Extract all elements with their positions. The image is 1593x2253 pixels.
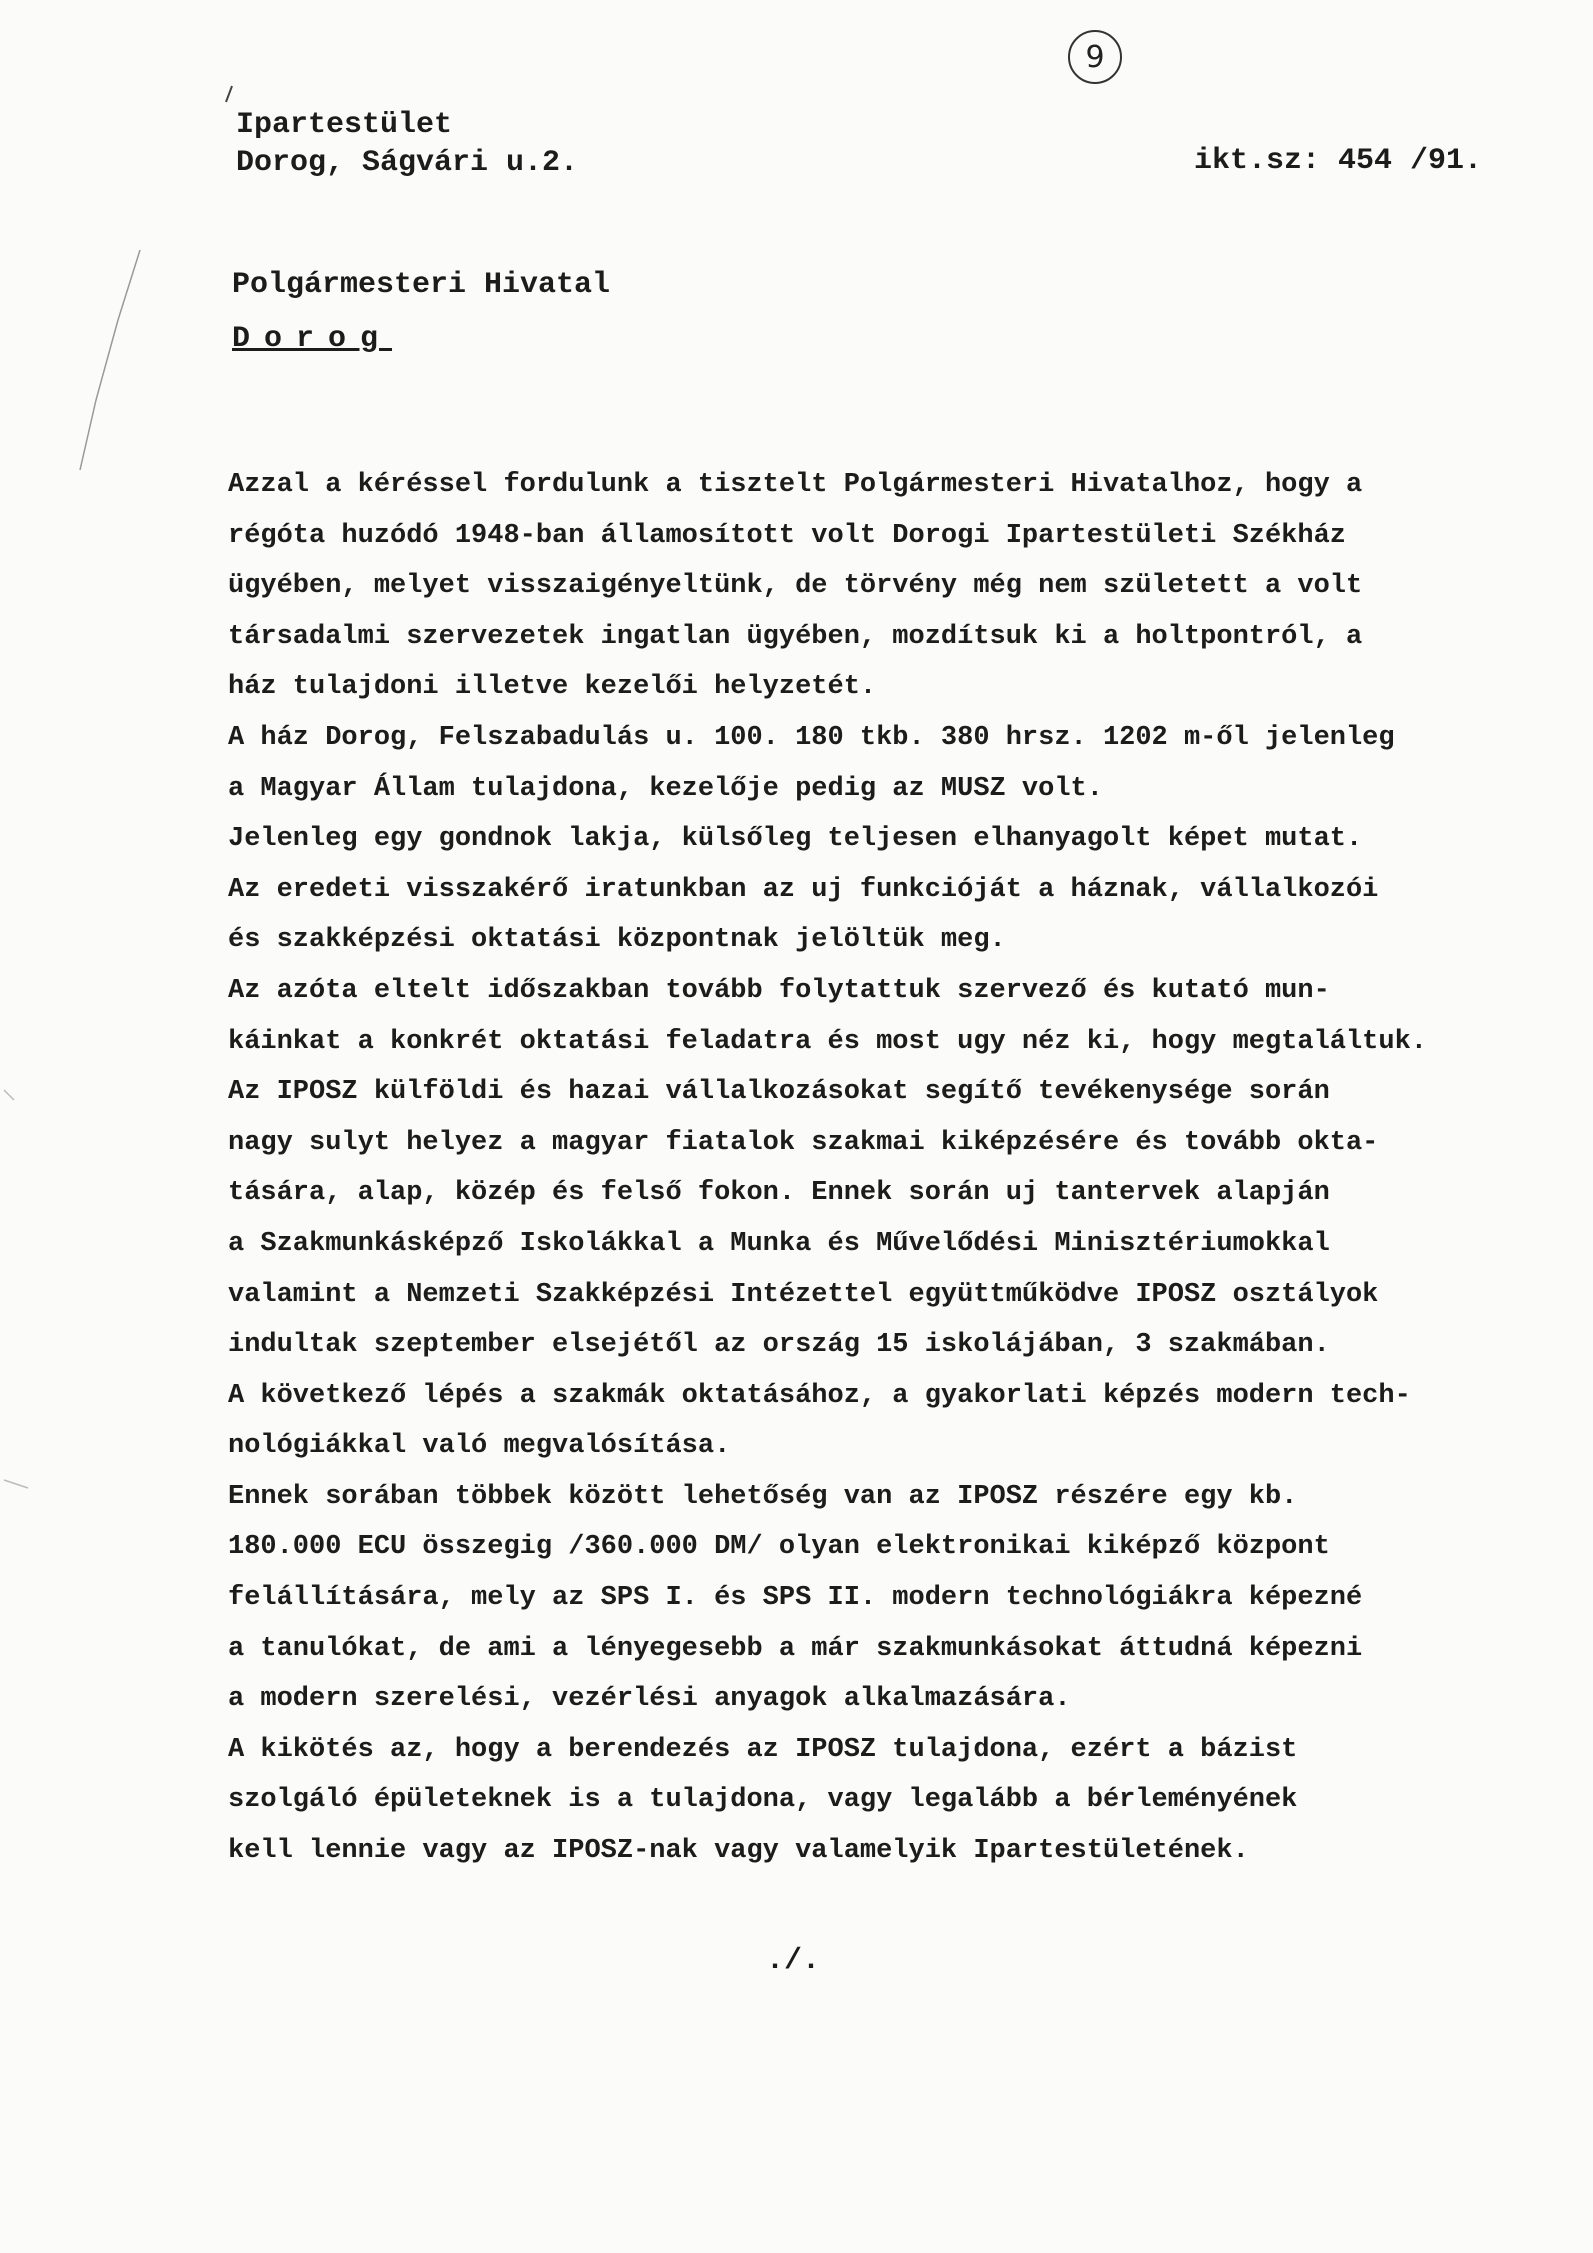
body-line: tására, alap, közép és felső fokon. Ennek során uj tantervek alapján [228,1178,1330,1209]
addressee-name: Polgármesteri Hivatal [232,268,611,302]
body-line: Ennek sorában többek között lehetőség van az IPOSZ részére egy kb. [228,1481,1298,1512]
body-line: Azzal a kéréssel fordulunk a tisztelt Polgármesteri Hivatalhoz, hogy a [228,470,1363,500]
body-line: Az IPOSZ külföldi és hazai vállalkozásokat segítő tevékenysége során [228,1077,1330,1108]
body-line: valamint a Nemzeti Szakképzési Intézettel együttműködve IPOSZ osztályok [228,1279,1379,1310]
body-line: a Magyar Állam tulajdona, kezelője pedig az MUSZ volt. [228,773,1103,804]
body-line: a modern szerelési, vezérlési anyagok alkalmazására. [228,1684,1071,1715]
body-line: társadalmi szervezetek ingatlan ügyében, mozdítsuk ki a holtpontról, a [228,621,1363,652]
body-line: felállítására, mely az SPS I. és SPS II. modern technológiákra képezné [228,1583,1363,1614]
body-line: Az eredeti visszakérő iratunkban az uj funkcióját a háznak, vállalkozói [228,874,1379,905]
body-line: A ház Dorog, Felszabadulás u. 100. 180 tkb. 380 hrsz. 1202 m-ől jelenleg [228,722,1395,753]
body-line: 180.000 ECU összegig /360.000 DM/ olyan elektronikai kiképző központ [228,1532,1330,1563]
sender-name: Ipartestület [236,108,453,142]
body-line: régóta huzódó 1948-ban államosított volt Dorogi Ipartestületi Székház [228,520,1346,551]
addressee-city: Dorog [232,322,393,356]
body-line: szolgáló épületeknek is a tulajdona, vagy legalább a bérleményének [228,1785,1298,1816]
letter-body [228,460,1518,1877]
body-line: a Szakmunkásképző Iskolákkal a Munka és Művelődési Minisztériumokkal [228,1228,1330,1259]
body-line: Az azóta eltelt időszakban tovább folytattuk szervező és kutató mun- [228,975,1330,1006]
body-line: nagy sulyt helyez a magyar fiatalok szakmai kiképzésére és tovább okta- [228,1127,1379,1158]
body-line: a tanulókat, de ami a lényegesebb a már szakmunkásokat áttudná képezni [228,1633,1363,1664]
body-line: indultak szeptember elsejétől az ország 15 iskolájában, 3 szakmában. [228,1330,1330,1361]
sender-address: Dorog, Ságvári u.2. [236,146,579,180]
addressee-block [232,258,610,366]
body-line: A következő lépés a szakmák oktatásához, a gyakorlati képzés modern tech- [228,1380,1411,1411]
body-line: Jelenleg egy gondnok lakja, külsőleg teljesen elhanyagolt képet mutat. [228,824,1363,855]
body-line: nológiákkal való megvalósítása. [228,1431,731,1462]
body-line: káinkat a konkrét oktatási feladatra és most ugy néz ki, hogy megtaláltuk. [228,1026,1427,1057]
body-line: ügyében, melyet visszaigényeltünk, de törvény még nem született a volt [228,571,1363,602]
page-number-stamp: 9 [1068,30,1122,84]
body-line: A kikötés az, hogy a berendezés az IPOSZ tulajdona, ezért a bázist [228,1734,1298,1765]
continuation-mark: ./. [766,1944,821,1978]
sender-block [236,106,578,182]
body-line: ház tulajdoni illetve kezelői helyzetét. [228,672,877,703]
body-line: kell lennie vagy az IPOSZ-nak vagy valamelyik Ipartestületének. [228,1836,1249,1867]
body-line: és szakképzési oktatási központnak jelöltük meg. [228,925,1006,956]
reference-number: ikt.sz: 454 /91. [1194,144,1483,178]
